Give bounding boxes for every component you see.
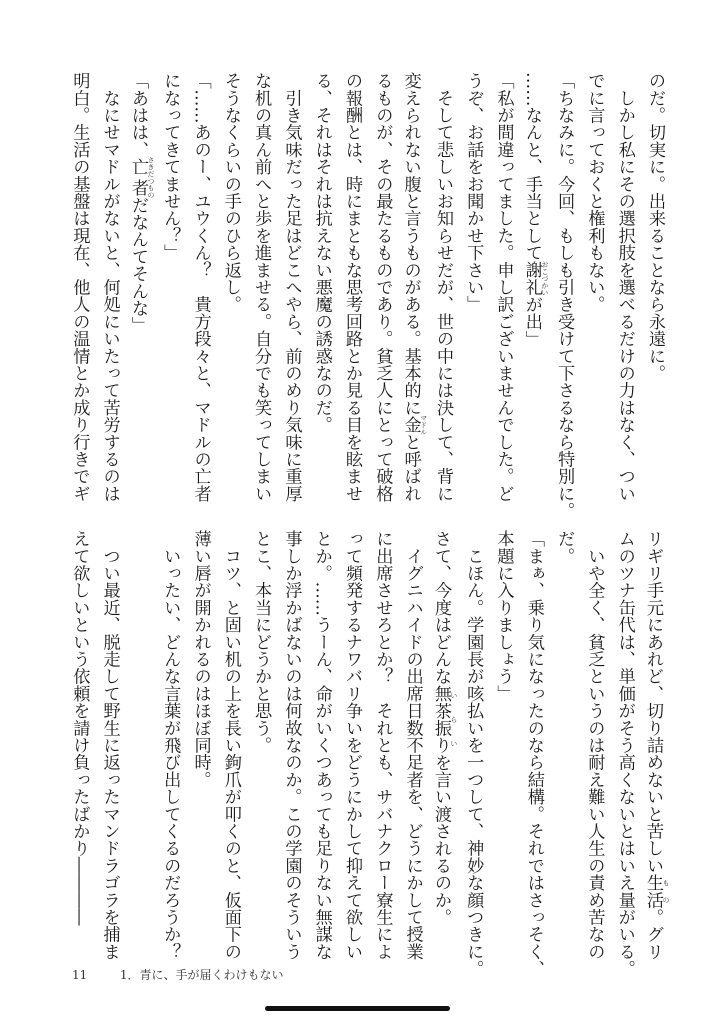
text-segment: しかし私にその選択肢を選べるだけの力はなく、つい <box>614 72 635 502</box>
text-segment: な机の真ん前へと歩を進ませる。自分でも笑ってしまい <box>251 72 272 502</box>
text-segment: 「まぁ、乗り気になったのなら結構。それではさっそく、 <box>523 530 544 978</box>
text-line <box>276 72 306 504</box>
text-line <box>428 72 458 504</box>
text-segment: なにせマドルがないと、何処にいたって苦労するのは <box>99 72 120 502</box>
text-segment: ……なんと、手当として <box>521 72 542 262</box>
text-line <box>549 530 579 962</box>
text-line <box>428 530 458 962</box>
text-line <box>640 530 670 962</box>
text-segment: に出席させろとか？ それとも、サバナクロー寮生によ <box>372 530 393 960</box>
ruby-reading: さきだつもの <box>146 156 155 199</box>
ruby-reading: マドル <box>419 414 428 436</box>
ruby-annotated-word <box>643 874 670 909</box>
text-segment: そして悲しいお知らせだが、世の中には決して、背に <box>432 72 453 502</box>
text-segment: とか。……うーん、命がいくつあっても足りない無謀な <box>311 530 332 960</box>
text-segment: こほん。学園長が咳払いを一つして、神妙な顔つきに。 <box>463 530 484 978</box>
text-line <box>458 530 488 978</box>
ruby-base: 無茶振り <box>430 684 451 754</box>
ruby-annotated-word <box>400 414 428 436</box>
text-line <box>579 530 609 962</box>
text-line <box>216 72 246 504</box>
text-segment: えて欲しいという依頼を請け負ったばかり―――― <box>69 530 90 926</box>
ruby-base: 謝礼 <box>521 261 542 297</box>
text-line <box>458 72 488 504</box>
text-line <box>94 530 124 962</box>
text-segment: でに言っておくと権利もない。 <box>584 72 605 313</box>
text-line <box>519 72 549 504</box>
text-segment: 引き気味だった足はどこへやら、前のめり気味に重厚 <box>281 72 302 502</box>
text-line <box>246 72 276 504</box>
text-segment: 薄い唇が開かれるのはほぼ同時。 <box>190 530 211 788</box>
text-line <box>216 530 246 962</box>
text-line <box>519 530 549 978</box>
text-line <box>155 530 185 962</box>
ruby-base: 生活 <box>643 874 663 909</box>
text-segment: るものが、その最たるものであり。貧乏人にとって破格 <box>372 72 393 502</box>
text-line <box>367 530 397 962</box>
text-segment: リギリ手元にあれど、切り詰めないと苦しい <box>643 530 663 874</box>
text-line <box>397 530 427 962</box>
text-segment: ムのツナ缶代は、単価がそう高くないとはいえ量がいる。 <box>614 530 635 978</box>
text-segment: 明白。生活の基盤は現在、他人の温情とか成り行きでギ <box>69 72 90 502</box>
text-line <box>125 530 155 962</box>
text-segment: コツ、と固い机の上を長い鉤爪が叩くのと、仮面下の <box>220 530 241 960</box>
text-line <box>64 530 94 962</box>
text-segment: と呼ばれ <box>400 433 421 503</box>
text-line <box>185 530 215 962</box>
text-segment: が出」 <box>521 295 542 348</box>
ruby-base: 亡者 <box>127 156 148 199</box>
text-line <box>64 72 94 504</box>
text-segment: そうなくらいの手のひら返し。 <box>220 72 241 313</box>
text-line <box>488 72 518 504</box>
text-line <box>397 72 427 504</box>
text-segment: つい最近、脱走して野生に返ったマンドラゴラを捕ま <box>99 530 120 960</box>
ruby-annotated-word <box>127 156 155 199</box>
text-segment: 本題に入りましょう」 <box>493 530 514 702</box>
text-segment: 「私が間違ってました。申し訳ございませんでした。ど <box>493 72 514 502</box>
text-line <box>276 530 306 962</box>
text-segment: とこ、本当にどうかと思う。 <box>251 530 272 754</box>
text-line <box>640 72 670 504</box>
text-segment: 「あはは、 <box>127 72 148 158</box>
page-number: 11 <box>72 968 88 982</box>
text-segment: になってきてません？」 <box>160 72 181 262</box>
text-line <box>337 530 367 962</box>
text-line <box>94 72 124 504</box>
text-segment: だなんてそんな」 <box>127 196 148 334</box>
text-segment: いったい、どんな言葉が飛び出してくるのだろうか？ <box>160 530 181 960</box>
text-line <box>488 530 518 962</box>
text-segment: を言い渡されるのか。 <box>430 753 451 926</box>
ruby-annotated-word <box>430 684 458 754</box>
text-line <box>155 72 185 504</box>
chapter-title: 1．青に、手が届くわけもない <box>119 968 284 982</box>
text-segment: 事しか浮かばないのは何故なのか。この学園のそういう <box>281 530 302 960</box>
text-line <box>337 72 367 504</box>
ruby-annotated-word <box>521 261 549 297</box>
text-line <box>306 530 336 962</box>
text-line <box>609 72 639 504</box>
text-segment: いや全く、貧乏というのは耐え難い人生の責め苦なの <box>584 530 605 960</box>
text-line <box>246 530 276 962</box>
text-segment: 「ちなみに。今回、もしも引き受けて下さるなら特別に。 <box>554 72 575 520</box>
text-segment: 。グリ <box>643 908 663 961</box>
page-footer <box>72 966 283 983</box>
text-line <box>549 72 579 520</box>
text-segment: って頻発するナワバリ争いをどうにかして抑えて欲しい <box>342 530 363 960</box>
text-segment: 変えられない腹と言うものがある。基本的に <box>400 72 421 416</box>
text-segment: だ。 <box>554 530 575 565</box>
text-segment: イグニハイドの出席日数不足者を、どうにかして授業 <box>402 530 423 960</box>
text-block-upper <box>64 72 670 520</box>
text-segment: さて、今度はどんな <box>430 530 451 685</box>
text-line <box>306 72 336 504</box>
ruby-base: 金 <box>400 414 421 436</box>
text-segment: の報酬とは、時にまともな思考回路とか見る目を眩ませ <box>342 72 363 502</box>
text-line <box>609 530 639 978</box>
ruby-reading: おこづかい <box>540 261 549 297</box>
text-segment: る、それはそれは抗えない悪魔の誘惑なのだ。 <box>311 72 332 434</box>
home-indicator[interactable] <box>265 1006 450 1011</box>
ruby-reading: いらい <box>449 684 458 754</box>
text-segment: のだ。切実に。出来ることなら永遠に。 <box>645 72 665 382</box>
text-segment: うぞ、お話をお聞かせ下さい」 <box>463 72 484 313</box>
text-line <box>185 72 215 504</box>
ruby-reading: もの <box>662 874 670 909</box>
text-line <box>367 72 397 504</box>
text-segment: 「……あのー、ユウくん？ 貴方段々と、マドルの亡者 <box>190 72 211 502</box>
text-line <box>579 72 609 504</box>
text-line <box>125 72 155 504</box>
